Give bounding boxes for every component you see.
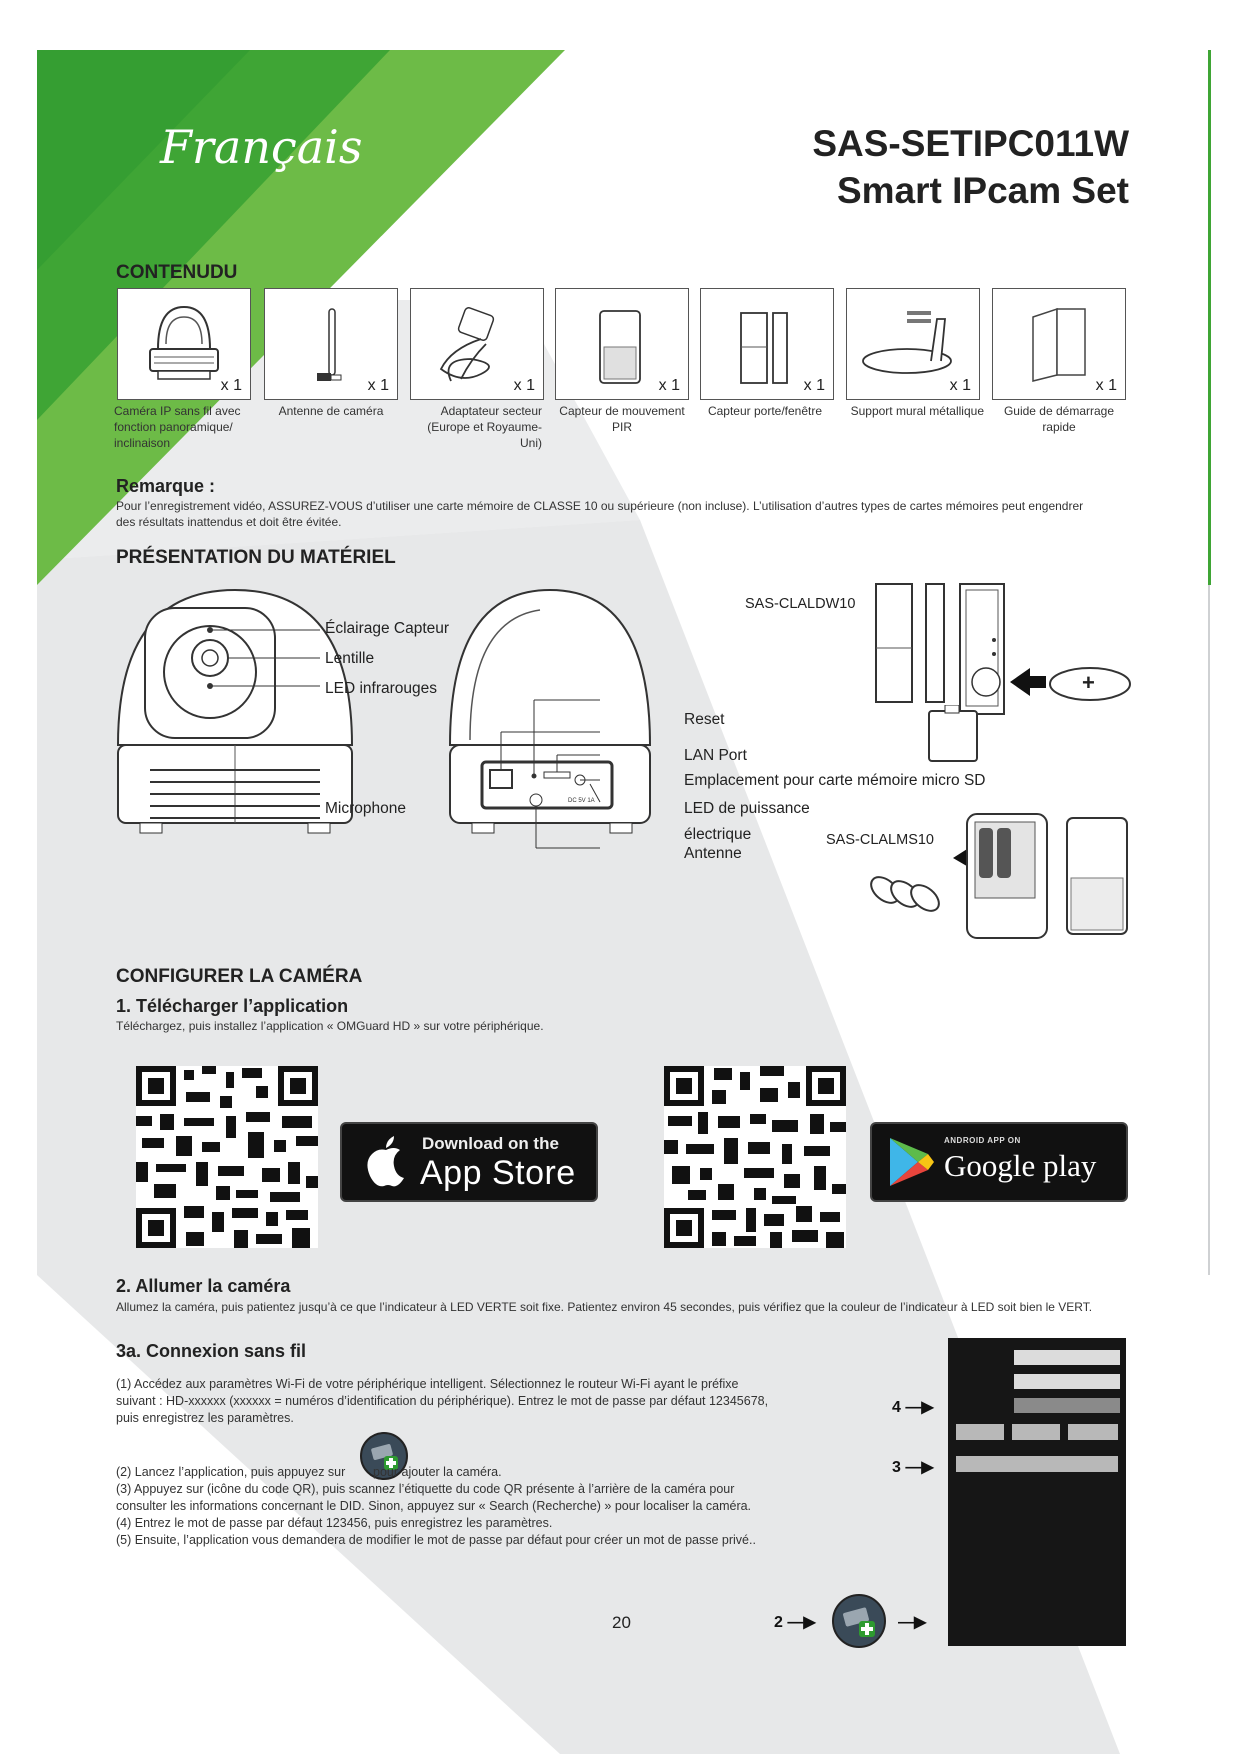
app-scan-button: [956, 1456, 1118, 1472]
item-caption: Antenne de caméra: [278, 404, 384, 418]
step3-p4: (4) Entrez le mot de passe par défaut 123456, puis enregistrez les paramètres.: [116, 1516, 553, 1530]
item-quantity: x 1: [803, 377, 825, 394]
camera-plus-icon: [834, 1596, 884, 1646]
product-title: [812, 120, 1129, 214]
item-caption: Guide de démarrage rapide: [1003, 404, 1115, 434]
qr-icon: [136, 1066, 318, 1248]
battery-cover-illustration: [925, 705, 985, 765]
googleplay-qr-code[interactable]: [664, 1066, 846, 1248]
step3-p3: (3) Appuyez sur (icône du code QR), puis scannez l’étiquette du code QR présente à l’arrière de la caméra pour consulter les informations concernant le DID. Sinon, appuyez sur « Search (Recherche) » pour localiser la caméra.: [116, 1482, 752, 1513]
label-power: électrique: [684, 826, 752, 843]
model-number: SAS-SETIPC011W: [812, 123, 1129, 164]
label-ir-led: LED infrarouges: [325, 680, 438, 697]
door-sensor-model: SAS-CLALDW10: [745, 596, 856, 612]
label-power-led: LED de puissance: [684, 800, 810, 817]
content-item-pir-sensor: [555, 288, 689, 400]
step3-p2a: (2) Lancez l’application, puis appuyez sur: [116, 1465, 346, 1479]
item-caption: Capteur de mouvement PIR: [559, 404, 685, 434]
door-sensor-diagram: [870, 578, 1140, 718]
app-button: [1012, 1424, 1060, 1440]
step2-text: Allumez la caméra, puis patientez jusqu’à ce que l’indicateur à LED VERTE soit fixe. Patientez environ 45 secondes, puis vérifiez que la couleur de l’indicateur à LED soit bien le VERT.: [116, 1300, 1093, 1314]
label-antenna: Antenne: [684, 845, 742, 862]
content-item-camera: [117, 288, 251, 400]
appstore-badge[interactable]: [340, 1122, 598, 1202]
appstore-qr-code[interactable]: [136, 1066, 318, 1248]
label-microphone: Microphone: [325, 800, 406, 817]
setup-heading: CONFIGURER LA CAMÉRA: [116, 966, 363, 987]
item-quantity: x 1: [1095, 377, 1117, 394]
dc-port-mark: DC 5V 1A: [568, 798, 595, 804]
motion-sensor-model: SAS-CLALMS10: [826, 832, 934, 848]
app-button: [956, 1424, 1004, 1440]
label-lens: Lentille: [325, 650, 375, 667]
content-item-wall-bracket: [846, 288, 980, 400]
googleplay-line2: Google play: [944, 1148, 1097, 1183]
step3-p5: (5) Ensuite, l’application vous demandera de modifier le mot de passe par défaut pour créer un mot de passe privé..: [116, 1533, 756, 1547]
marker-step3: 3 —▶: [892, 1459, 934, 1476]
step3-p1: (1) Accédez aux paramètres Wi-Fi de votre périphérique intelligent. Sélectionnez le routeur Wi-Fi ayant le préfixe suivant : HD-xxxxxx (xxxxxx = numéros d’identification du périphérique). Entrez le mot de passe par défaut 12345678, puis enregistrez les paramètres.: [116, 1377, 769, 1425]
step1-text: Téléchargez, puis installez l’application « OMGuard HD » sur votre périphérique.: [116, 1019, 544, 1033]
item-caption: Capteur porte/fenêtre: [707, 404, 823, 418]
svg-text:+: +: [1082, 670, 1095, 695]
item-quantity: x 1: [658, 377, 680, 394]
item-quantity: x 1: [220, 377, 242, 394]
contents-heading: CONTENUDU: [116, 262, 238, 283]
app-button: [1068, 1424, 1118, 1440]
step2-title: 2. Allumer la caméra: [116, 1276, 291, 1296]
app-screenshot: [948, 1338, 1126, 1646]
google-play-icon: [888, 1136, 936, 1188]
language-title: Français: [160, 120, 363, 174]
googleplay-line1: ANDROID APP ON: [944, 1136, 1021, 1145]
note-heading: Remarque :: [116, 476, 216, 496]
label-light-sensor: Éclairage Capteur: [325, 620, 450, 637]
step3-p2b: pour ajouter la caméra.: [373, 1465, 502, 1479]
content-item-power-adapter: [410, 288, 544, 400]
label-lan-port: LAN Port: [684, 747, 747, 764]
app-field-password: [1014, 1398, 1120, 1413]
item-caption: Support mural métallique: [850, 404, 984, 418]
app-field-did: [1014, 1374, 1120, 1389]
motion-sensor-diagram: [855, 808, 1135, 948]
app-field-name: [1014, 1350, 1120, 1365]
product-name: Smart IPcam Set: [836, 170, 1129, 211]
label-sd-slot: Emplacement pour carte mémoire micro SD: [684, 772, 986, 789]
marker-step4: 4 —▶: [892, 1399, 934, 1416]
content-item-door-sensor: [700, 288, 834, 400]
item-quantity: x 1: [367, 377, 389, 394]
step1-title: 1. Télécharger l’application: [116, 996, 349, 1016]
content-item-quick-guide: [992, 288, 1126, 400]
item-caption: Caméra IP sans fil avec fonction panoramique/ inclinaison: [114, 404, 241, 450]
content-item-antenna: [264, 288, 398, 400]
appstore-line2: App Store: [420, 1154, 576, 1192]
label-reset: Reset: [684, 711, 725, 728]
appstore-line1: Download on the: [422, 1134, 559, 1153]
page-number: 20: [612, 1613, 631, 1632]
item-quantity: x 1: [513, 377, 535, 394]
item-quantity: x 1: [949, 377, 971, 394]
googleplay-badge[interactable]: [870, 1122, 1128, 1202]
apple-icon: [364, 1136, 408, 1188]
note-text: Pour l’enregistrement vidéo, ASSUREZ-VOUS d’utiliser une carte mémoire de CLASSE 10 ou supérieure (non incluse). L’utilisation d’autres types de cartes mémoires peut engendrer des résultats inattendus et doit être évitée.: [116, 499, 1084, 529]
add-camera-icon-large: [832, 1594, 886, 1648]
arrow-right-icon: —▶: [898, 1614, 927, 1631]
qr-icon: [664, 1066, 846, 1248]
step3-title: 3a. Connexion sans fil: [116, 1341, 307, 1361]
marker-step2: 2 —▶: [774, 1614, 816, 1631]
hardware-heading: PRÉSENTATION DU MATÉRIEL: [116, 547, 396, 568]
item-caption: Adaptateur secteur (Europe et Royaume-Uni): [427, 404, 542, 450]
